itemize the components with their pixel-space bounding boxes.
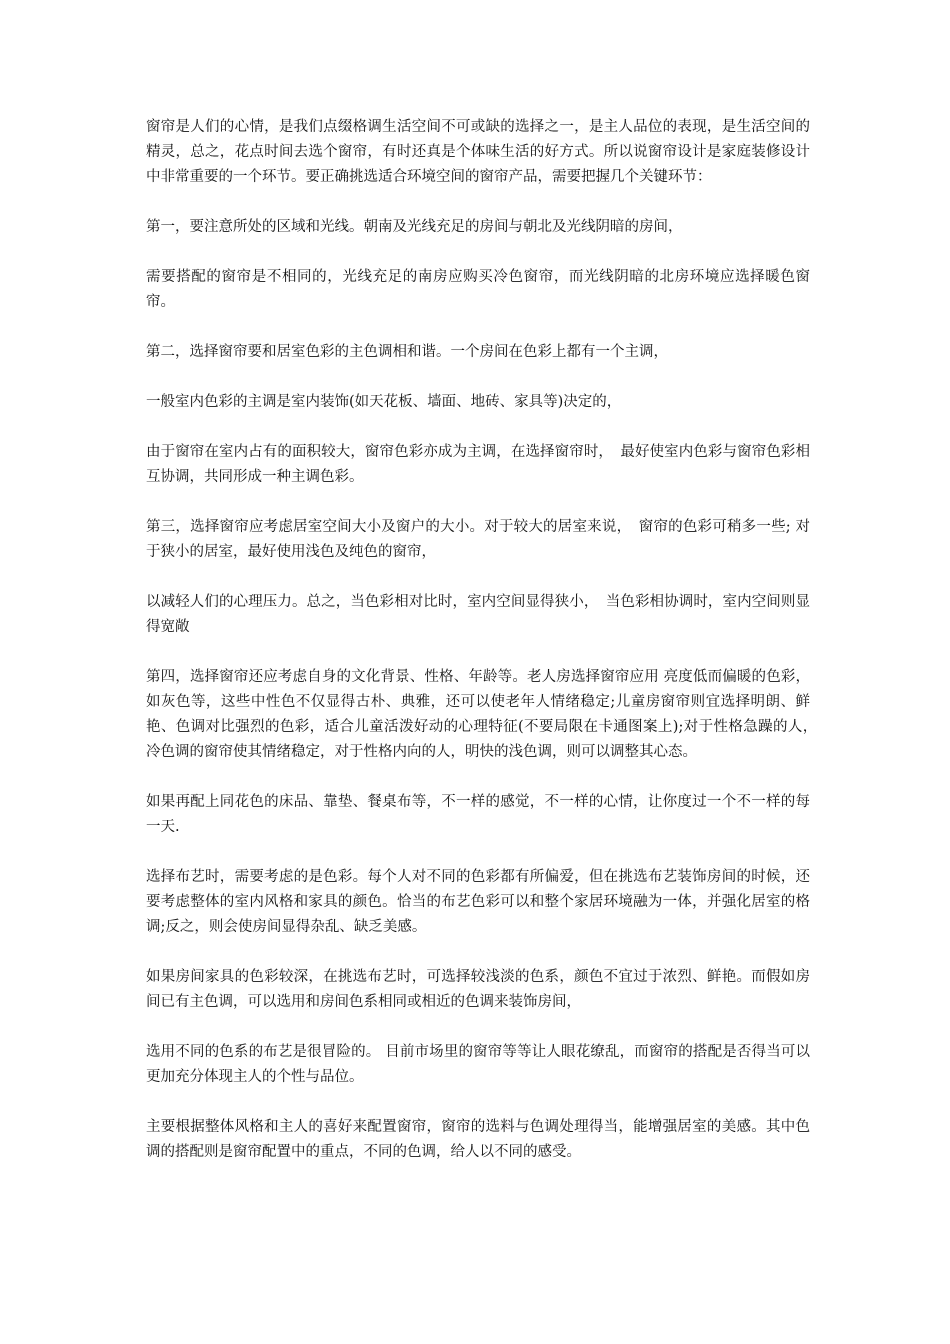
paragraph-dark-furniture: 如果房间家具的色彩较深，在挑选布艺时，可选择较浅淡的色系，颜色不宜过于浓烈、鲜艳。而假如房间已有主色调，可以选用和房间色系相同或相近的色调来装饰房间，	[146, 969, 810, 1010]
paragraph-point-one-detail: 需要搭配的窗帘是不相同的，光线充足的南房应购买冷色窗帘，而光线阴暗的北房环境应选择暖色窗帘。	[146, 269, 810, 310]
paragraph-point-three: 第三，选择窗帘应考虑居室空间大小及窗户的大小。对于较大的居室来说， 窗帘的色彩可稍多一些; 对于狭小的居室，最好使用浅色及纯色的窗帘，	[146, 519, 810, 560]
paragraph-point-one: 第一，要注意所处的区域和光线。朝南及光线充足的房间与朝北及光线阴暗的房间，	[146, 219, 683, 235]
paragraph-intro: 窗帘是人们的心情，是我们点缀格调生活空间不可或缺的选择之一，是主人品位的表现，是生活空间的精灵，总之，花点时间去选个窗帘，有时还真是个体味生活的好方式。所以说窗帘设计是家庭装修设计中非常重要的一个环节。要正确挑选适合环境空间的窗帘产品，需要把握几个关键环节：	[146, 119, 810, 185]
document-body	[146, 115, 825, 1190]
paragraph-point-two: 第二，选择窗帘要和居室色彩的主色调相和谐。一个房间在色彩上都有一个主调，	[146, 344, 668, 360]
paragraph-fabric-color: 选择布艺时，需要考虑的是色彩。每个人对不同的色彩都有所偏爱，但在挑选布艺装饰房间的时候，还要考虑整体的室内风格和家具的颜色。恰当的布艺色彩可以和整个家居环境融为一体，并强化居室的格调;反之，则会使房间显得杂乱、缺乏美感。	[146, 869, 810, 935]
paragraph-risk: 选用不同的色系的布艺是很冒险的。 目前市场里的窗帘等等让人眼花缭乱，而窗帘的搭配是否得当可以更加充分体现主人的个性与品位。	[146, 1044, 810, 1085]
paragraph-point-two-detail: 一般室内色彩的主调是室内装饰(如天花板、墙面、地砖、家具等)决定的，	[146, 394, 622, 410]
paragraph-conclusion: 主要根据整体风格和主人的喜好来配置窗帘，窗帘的选料与色调处理得当，能增强居室的美感。其中色调的搭配则是窗帘配置中的重点，不同的色调，给人以不同的感受。	[146, 1119, 810, 1160]
paragraph-point-four: 第四，选择窗帘还应考虑自身的文化背景、性格、年龄等。老人房选择窗帘应用 亮度低而偏暖的色彩，如灰色等，这些中性色不仅显得古朴、典雅，还可以使老年人情绪稳定;儿童房窗帘则宜选择明朗、鲜艳、色调对比强烈的色彩，适合儿童活泼好动的心理特征(不要局限在卡通图案上);对于性格急躁的人， 冷色调的窗帘使其情绪稳定，对于性格内向的人，明快的浅色调，则可以调整其心态。	[146, 669, 825, 760]
paragraph-point-two-extra: 由于窗帘在室内占有的面积较大，窗帘色彩亦成为主调，在选择窗帘时， 最好使室内色彩与窗帘色彩相互协调，共同形成一种主调色彩。	[146, 444, 810, 485]
paragraph-point-three-detail: 以减轻人们的心理压力。总之，当色彩相对比时，室内空间显得狭小， 当色彩相协调时，室内空间则显得宽敞	[146, 594, 810, 635]
paragraph-matching: 如果再配上同花色的床品、靠垫、餐桌布等，不一样的感觉，不一样的心情，让你度过一个不一样的每一天.	[146, 794, 810, 835]
